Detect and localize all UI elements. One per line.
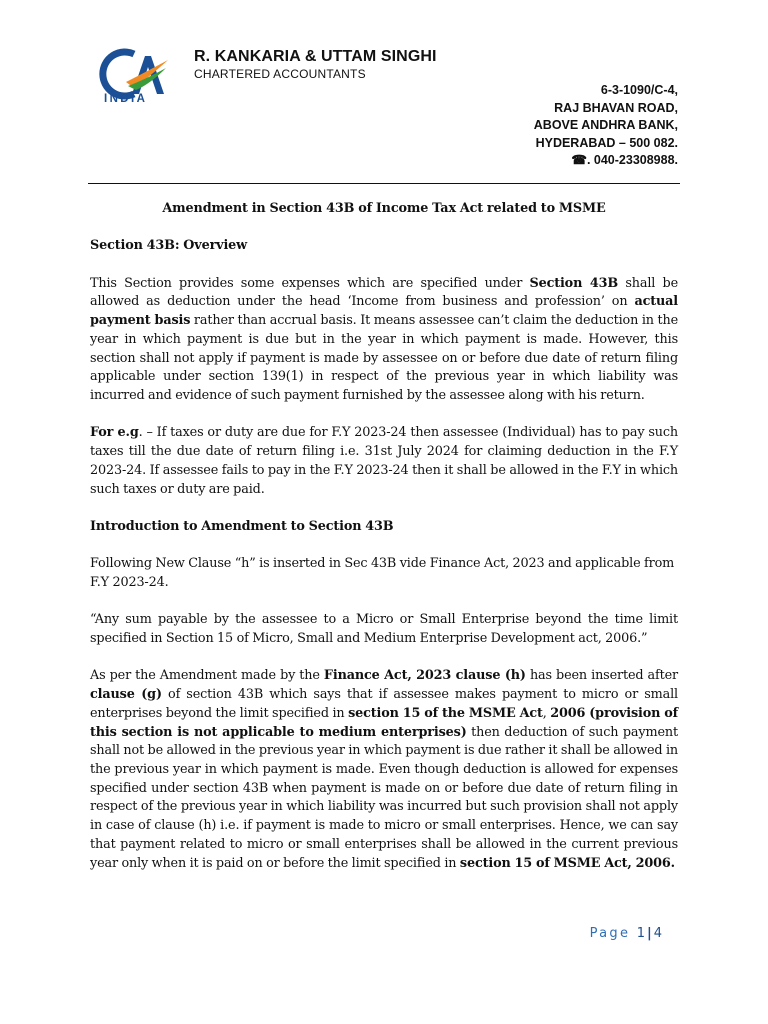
header-divider	[88, 183, 680, 184]
page-number: 1	[636, 926, 645, 941]
address-line: ABOVE ANDHRA BANK,	[533, 118, 678, 133]
clause-quote-paragraph: “Any sum payable by the assessee to a Micro or Small Enterprise beyond the time limit specified in Section 15 of Micro, Small and Medium Enterprise Development act, 2006.”	[90, 612, 678, 647]
overview-paragraph: This Section provides some expenses which are specified under Section 43B shall be allowed as deduction under the head ‘Income from business and profession’ on actual payment basis rather than accrual basis. It means assessee can’t claim the deduction in the year in which payment is due but in the year in which payment is made. However, this section shall not apply if payment is made by assessee on or before due date of return filing applicable under section 139(1) in respect of the previous year in which liability was incurred and evidence of such payment furnished by the assessee along with his return.	[90, 275, 678, 403]
address-line: 6-3-1090/C-4,	[600, 83, 678, 97]
introduction-heading: Introduction to Amendment to Section 43B	[90, 518, 394, 534]
address-line: HYDERABAD – 500 082.	[535, 135, 678, 150]
firm-name: R. KANKARIA & UTTAM SINGHI	[194, 48, 437, 65]
example-paragraph: For e.g. – If taxes or duty are due for F.Y 2023-24 then assessee (Individual) has to pay such taxes till the due date of return filing i.e. 31st July 2024 for claiming deduction in the F.Y 2023-24. If assessee fails to pay in the F.Y 2023-24 then it shall be allowed in the F.Y in which such taxes or duty are paid.	[90, 425, 678, 497]
address-line: RAJ BHAVAN ROAD,	[554, 100, 678, 115]
document-body	[90, 200, 678, 892]
page-separator: |	[646, 926, 652, 941]
new-clause-paragraph: Following New Clause “h” is inserted in Sec 43B vide Finance Act, 2023 and applicable from F.Y 2023-24.	[90, 556, 675, 590]
document-title: Amendment in Section 43B of Income Tax Act related to MSME	[162, 201, 606, 216]
page-footer	[590, 926, 662, 941]
amendment-paragraph: As per the Amendment made by the Finance Act, 2023 clause (h) has been inserted after clause (g) of section 43B which says that if assessee makes payment to micro or small enterprises beyond the limit specified in section 15 of the MSME Act, 2006 (provision of this section is not applicable to medium enterprises) then deduction of such payment shall not be allowed in the previous year in which payment is due rather it shall be allowed in the previous year in which payment is made. Even though deduction is allowed for expenses specified under section 43B when payment is made on or before due date of return filing in respect of the previous year in which liability was incurred but such provision shall not apply in case of clause (h) i.e. if payment is made to micro or small enterprises. Hence, we can say that payment related to micro or small enterprises shall be allowed in the current previous year only when it is paid on or before the limit specified in section 15 of MSME Act, 2006.	[90, 668, 678, 871]
firm-subtitle: CHARTERED ACCOUNTANTS	[194, 67, 366, 81]
overview-heading: Section 43B: Overview	[90, 238, 248, 254]
address-phone: ☎. 040-23308988.	[571, 153, 678, 168]
total-pages: 4	[653, 926, 662, 941]
page-label: Page	[589, 926, 631, 941]
logo-country-text: INDIA	[104, 93, 148, 105]
firm-address	[534, 82, 678, 170]
